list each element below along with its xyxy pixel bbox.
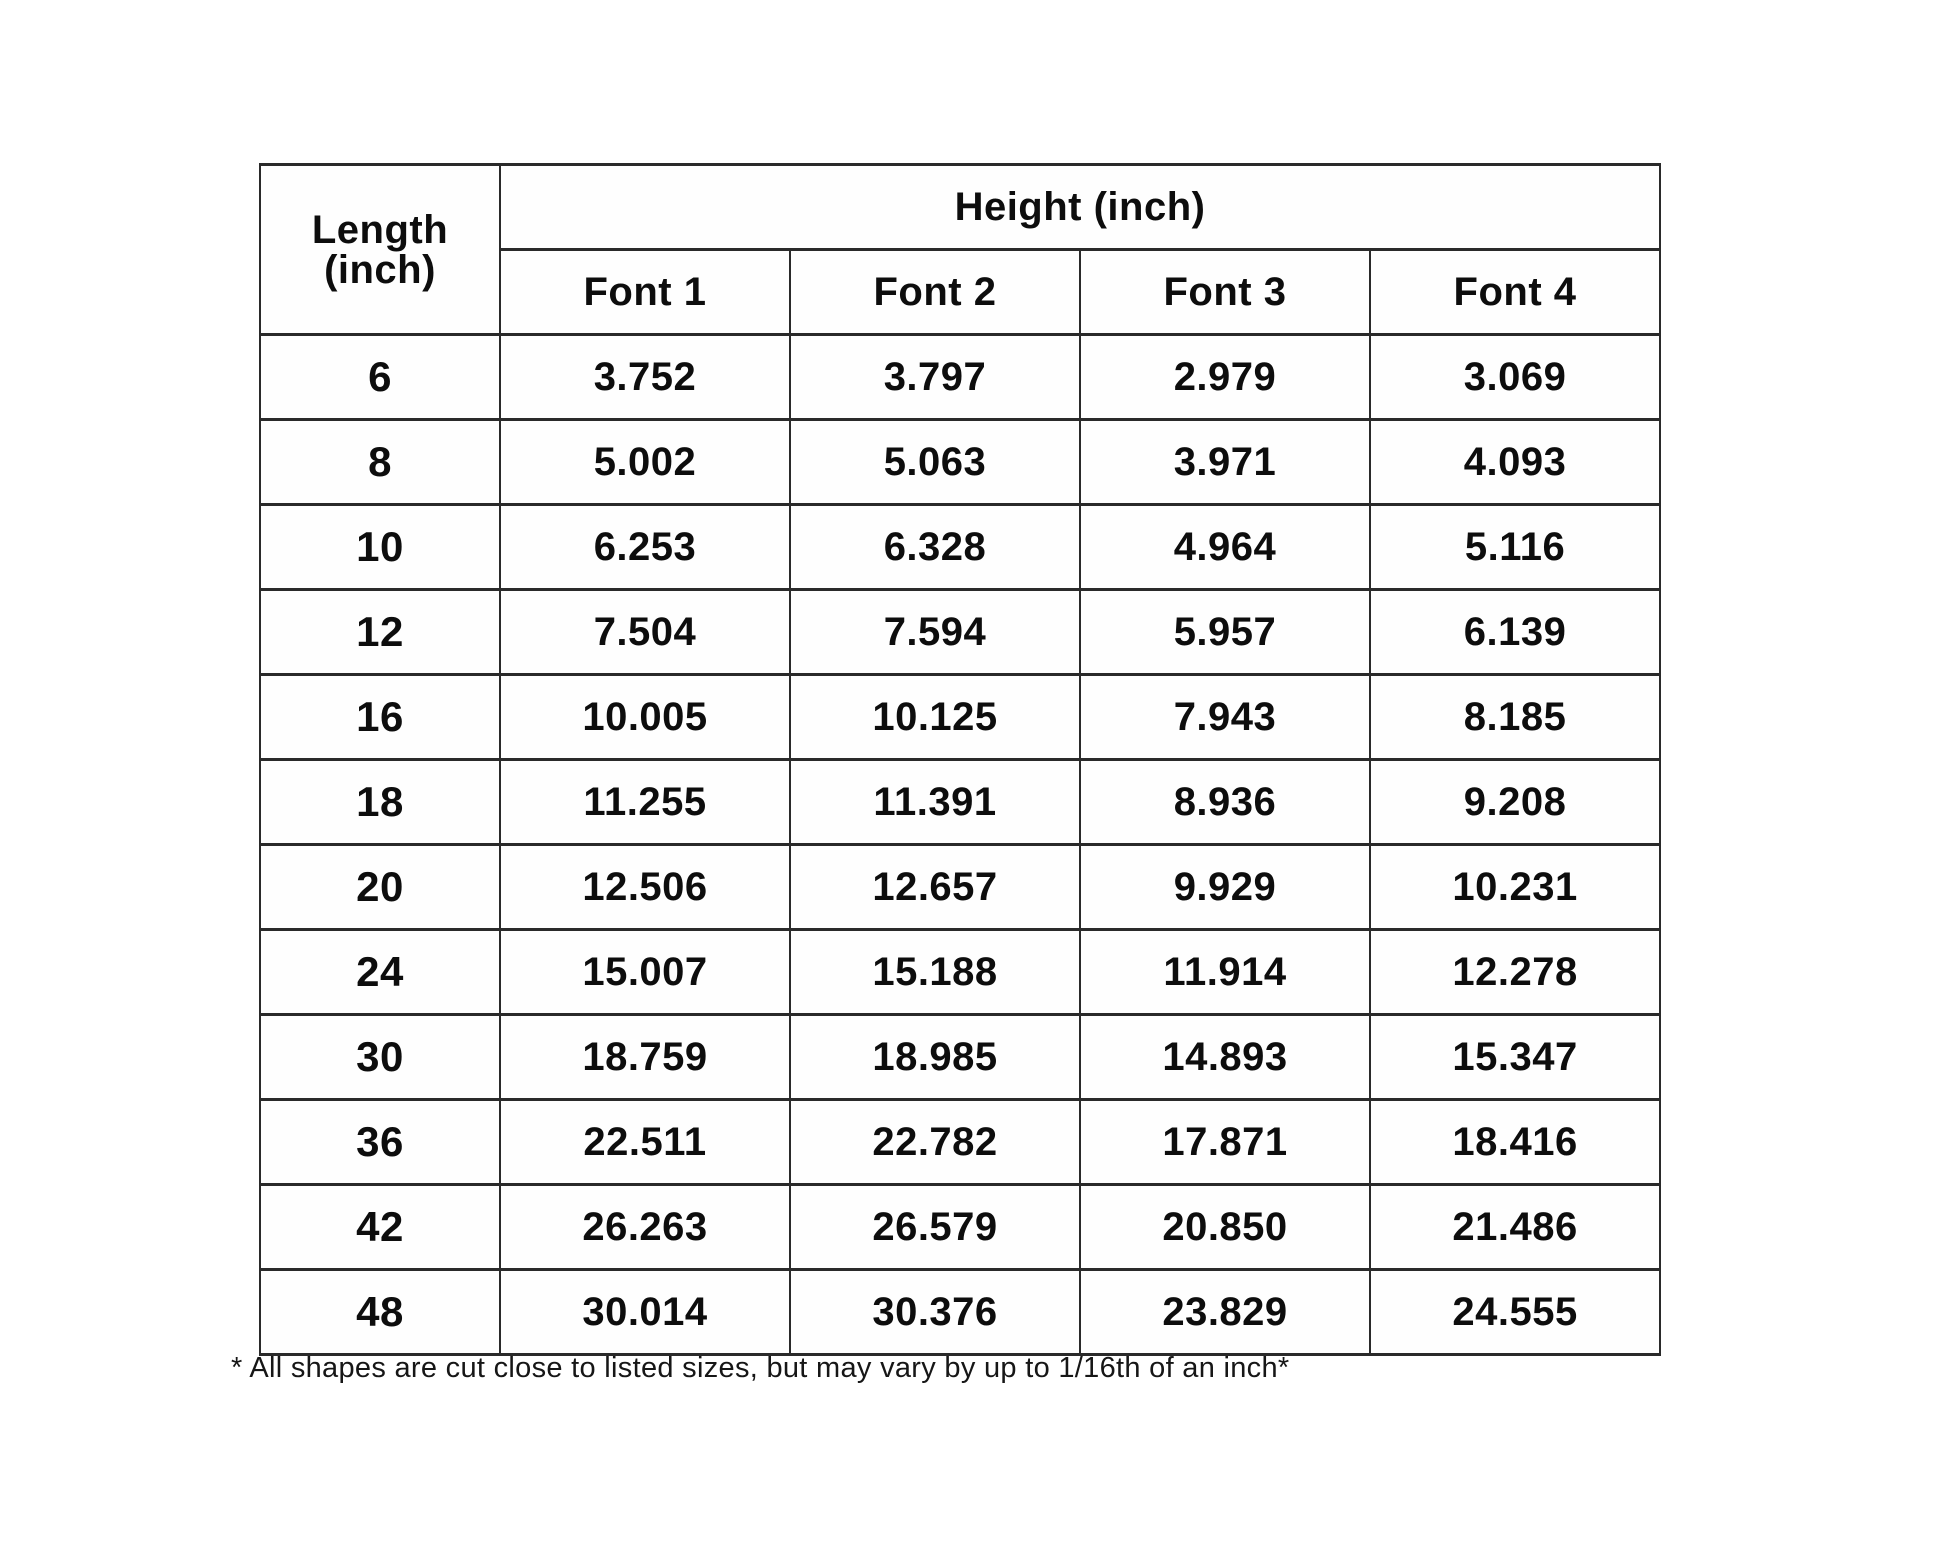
height-value-cell: 6.253: [500, 505, 790, 590]
height-value-cell: 23.829: [1080, 1270, 1370, 1355]
height-value-cell: 6.328: [790, 505, 1080, 590]
length-cell: 12: [260, 590, 500, 675]
height-value-cell: 14.893: [1080, 1015, 1370, 1100]
length-header-line2: (inch): [324, 247, 436, 292]
length-header-cell: [260, 165, 500, 335]
length-cell: 16: [260, 675, 500, 760]
height-value-cell: 18.416: [1370, 1100, 1660, 1185]
height-value-cell: 3.752: [500, 335, 790, 420]
height-value-cell: 22.511: [500, 1100, 790, 1185]
length-cell: 48: [260, 1270, 500, 1355]
height-value-cell: 3.069: [1370, 335, 1660, 420]
height-value-cell: 26.579: [790, 1185, 1080, 1270]
height-value-cell: 9.929: [1080, 845, 1370, 930]
height-value-cell: 11.255: [500, 760, 790, 845]
height-value-cell: 5.063: [790, 420, 1080, 505]
length-cell: 30: [260, 1015, 500, 1100]
height-value-cell: 11.914: [1080, 930, 1370, 1015]
height-value-cell: 15.007: [500, 930, 790, 1015]
table-row: [260, 1100, 1660, 1185]
height-value-cell: 4.964: [1080, 505, 1370, 590]
height-value-cell: 2.979: [1080, 335, 1370, 420]
table-row: [260, 590, 1660, 675]
length-cell: 42: [260, 1185, 500, 1270]
height-value-cell: 8.185: [1370, 675, 1660, 760]
height-value-cell: 3.971: [1080, 420, 1370, 505]
height-value-cell: 18.759: [500, 1015, 790, 1100]
height-value-cell: 8.936: [1080, 760, 1370, 845]
font-header-cell: Font 2: [790, 250, 1080, 335]
height-value-cell: 10.005: [500, 675, 790, 760]
height-value-cell: 22.782: [790, 1100, 1080, 1185]
length-cell: 6: [260, 335, 500, 420]
table-row: [260, 930, 1660, 1015]
height-value-cell: 10.125: [790, 675, 1080, 760]
height-value-cell: 5.116: [1370, 505, 1660, 590]
height-value-cell: 12.657: [790, 845, 1080, 930]
height-value-cell: 7.594: [790, 590, 1080, 675]
height-value-cell: 21.486: [1370, 1185, 1660, 1270]
height-value-cell: 26.263: [500, 1185, 790, 1270]
length-cell: 24: [260, 930, 500, 1015]
length-cell: 36: [260, 1100, 500, 1185]
font-header-cell: Font 1: [500, 250, 790, 335]
height-value-cell: 15.347: [1370, 1015, 1660, 1100]
height-value-cell: 30.014: [500, 1270, 790, 1355]
height-value-cell: 5.002: [500, 420, 790, 505]
length-header-line1: Length: [311, 207, 449, 252]
height-value-cell: 17.871: [1080, 1100, 1370, 1185]
table-row: [260, 760, 1660, 845]
height-value-cell: 15.188: [790, 930, 1080, 1015]
length-cell: 10: [260, 505, 500, 590]
table-row: [260, 845, 1660, 930]
table-row: [260, 1185, 1660, 1270]
height-group-header: Height (inch): [500, 165, 1660, 250]
font-header-cell: Font 4: [1370, 250, 1660, 335]
height-value-cell: 6.139: [1370, 590, 1660, 675]
height-value-cell: 10.231: [1370, 845, 1660, 930]
length-cell: 18: [260, 760, 500, 845]
table-row: [260, 675, 1660, 760]
height-value-cell: 24.555: [1370, 1270, 1660, 1355]
length-cell: 20: [260, 845, 500, 930]
footnote: * All shapes are cut close to listed sizes, but may vary by up to 1/16th of an inch*: [231, 1352, 1290, 1384]
height-value-cell: 11.391: [790, 760, 1080, 845]
height-value-cell: 7.504: [500, 590, 790, 675]
height-value-cell: 5.957: [1080, 590, 1370, 675]
table-row: [260, 335, 1660, 420]
group-header-row: [260, 165, 1660, 250]
height-value-cell: 9.208: [1370, 760, 1660, 845]
table-row: [260, 420, 1660, 505]
height-value-cell: 30.376: [790, 1270, 1080, 1355]
height-value-cell: 18.985: [790, 1015, 1080, 1100]
height-value-cell: 4.093: [1370, 420, 1660, 505]
table-row: [260, 1015, 1660, 1100]
height-value-cell: 3.797: [790, 335, 1080, 420]
height-value-cell: 12.506: [500, 845, 790, 930]
font-header-cell: Font 3: [1080, 250, 1370, 335]
length-cell: 8: [260, 420, 500, 505]
table-row: [260, 505, 1660, 590]
height-value-cell: 20.850: [1080, 1185, 1370, 1270]
height-value-cell: 7.943: [1080, 675, 1370, 760]
size-chart-table: [259, 163, 1661, 1356]
height-value-cell: 12.278: [1370, 930, 1660, 1015]
table-row: [260, 1270, 1660, 1355]
